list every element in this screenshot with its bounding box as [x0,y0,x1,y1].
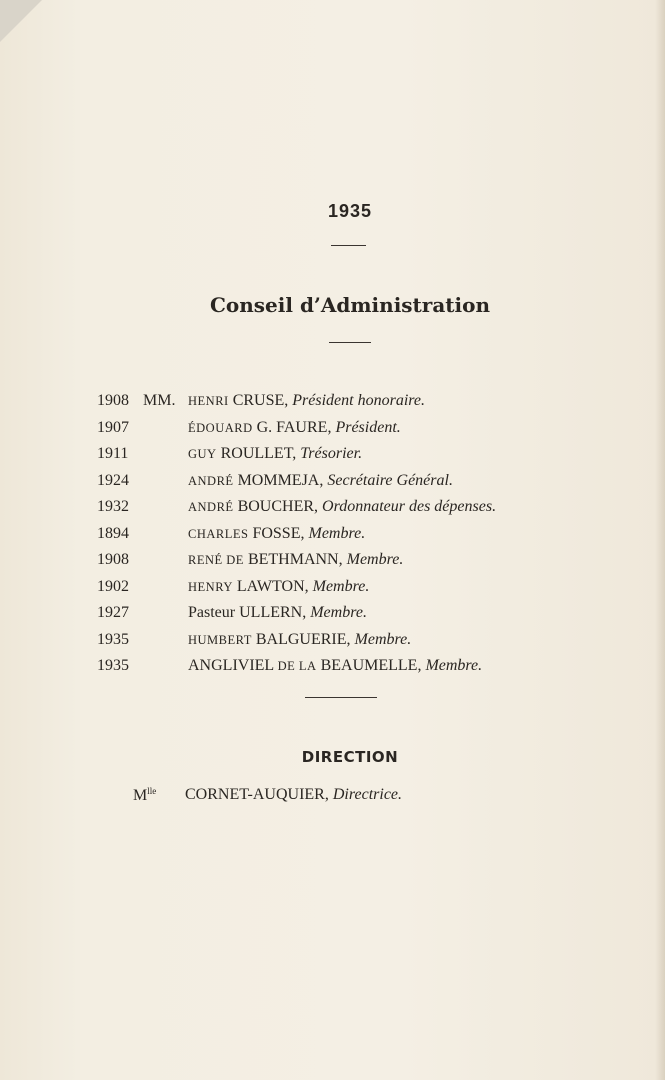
member-name: RENÉ DE BETHMANN, Membre. [188,551,404,568]
divider-rule [305,697,377,698]
member-name: ANDRÉ MOMMEJA, Secrétaire Général. [188,471,453,489]
divider-rule [329,342,371,343]
member-year: 1902 [97,577,129,595]
member-role: Membre. [425,657,483,674]
member-name: HENRY LAWTON, Membre. [188,577,370,595]
member-role: Trésorier. [300,445,363,462]
member-year: 1932 [97,498,129,515]
member-name: HUMBERT BALGUERIE, Membre. [188,630,412,648]
member-name: ANGLIVIEL DE LA BEAUMELLE, Membre. [188,657,483,674]
section-title: Conseil d’Administration [210,293,490,317]
member-name: HENRI CRUSE, Président honoraire. [188,392,426,409]
member-year: 1908 [97,551,129,568]
member-prefix: MM. [143,392,176,409]
member-role: Membre. [308,524,366,542]
member-name: GUY ROULLET, Trésorier. [188,445,363,462]
member-role: Membre. [312,577,370,595]
member-name: ÉDOUARD G. FAURE, Président. [188,418,401,436]
member-year: 1935 [97,657,129,674]
member-role: Secrétaire Général. [327,471,453,489]
member-year: 1924 [97,471,129,489]
member-year: 1894 [97,524,129,542]
member-name: ANDRÉ BOUCHER, Ordonnateur des dépenses. [188,498,497,515]
director-role: Directrice. [332,786,403,803]
member-year: 1907 [97,418,129,436]
member-role: Membre. [310,604,367,621]
director-name-line: CORNET-AUQUIER, Directrice. [185,786,403,803]
member-year: 1911 [97,445,129,462]
honorific: $M^{lle}$ [133,786,157,804]
member-role: Membre. [346,551,404,568]
member-name: CHARLES FOSSE, Membre. [188,524,366,542]
member-year: 1927 [97,604,129,621]
year-heading: 1935 [327,201,373,221]
member-name: Pasteur ULLERN, Membre. [188,604,367,621]
page-edge-shadow [655,0,665,1080]
member-year: 1935 [97,630,129,648]
folded-corner [0,0,42,42]
member-role: Ordonnateur des dépenses. [322,498,497,515]
member-year: 1908 [97,392,129,409]
member-role: Président. [335,418,401,436]
direction-heading: DIRECTION [301,748,399,766]
member-role: Président honoraire. [292,392,426,409]
member-role: Membre. [354,630,412,648]
divider-rule [331,245,366,246]
